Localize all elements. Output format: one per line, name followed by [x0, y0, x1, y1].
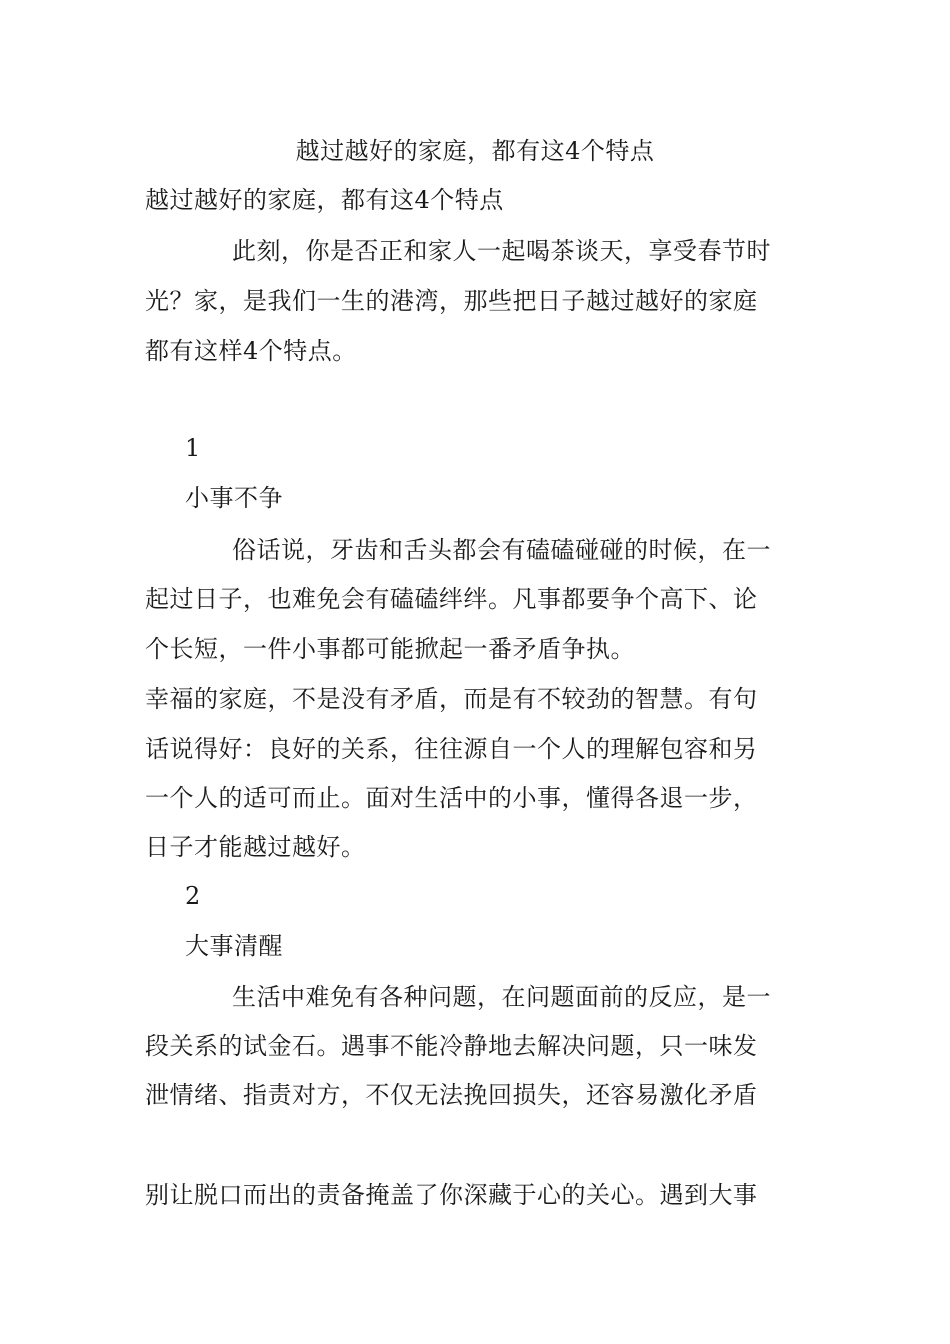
section-1-para1-line-3: 个长短，一件小事都可能掀起一番矛盾争执。	[145, 635, 635, 663]
section-1-number: 1	[185, 434, 201, 462]
section-1-heading: 小事不争	[185, 484, 283, 512]
section-1-para1-line-2: 起过日子，也难免会有磕磕绊绊。凡事都要争个高下、论	[145, 585, 758, 613]
section-1-para2-line-1: 幸福的家庭，不是没有矛盾，而是有不较劲的智慧。有句	[145, 685, 758, 713]
main-title: 越过越好的家庭，都有这4个特点	[295, 137, 655, 165]
section-2-heading: 大事清醒	[185, 932, 283, 960]
section-1-para2-line-4: 日子才能越过越好。	[145, 833, 366, 861]
section-2-para1-line-2: 段关系的试金石。遇事不能冷静地去解决问题，只一味发	[145, 1032, 758, 1060]
section-2-number: 2	[185, 882, 201, 910]
intro-line-2: 光？家，是我们一生的港湾，那些把日子越过越好的家庭	[145, 287, 758, 315]
section-1-para2-line-3: 一个人的适可而止。面对生活中的小事，懂得各退一步，	[145, 784, 758, 812]
section-1-para2-line-2: 话说得好：良好的关系，往往源自一个人的理解包容和另	[145, 735, 758, 763]
section-2-para2-line-1: 别让脱口而出的责备掩盖了你深藏于心的关心。遇到大事	[145, 1181, 758, 1209]
intro-line-1: 此刻，你是否正和家人一起喝茶谈天，享受春节时	[232, 237, 771, 265]
subtitle: 越过越好的家庭，都有这4个特点	[145, 186, 504, 214]
section-2-para1-line-1: 生活中难免有各种问题，在问题面前的反应，是一	[232, 983, 771, 1011]
section-1-para1-line-1: 俗话说，牙齿和舌头都会有磕磕碰碰的时候，在一	[232, 536, 771, 564]
intro-line-3: 都有这样4个特点。	[145, 337, 357, 365]
section-2-para1-line-3: 泄情绪、指责对方，不仅无法挽回损失，还容易激化矛盾	[145, 1081, 758, 1109]
